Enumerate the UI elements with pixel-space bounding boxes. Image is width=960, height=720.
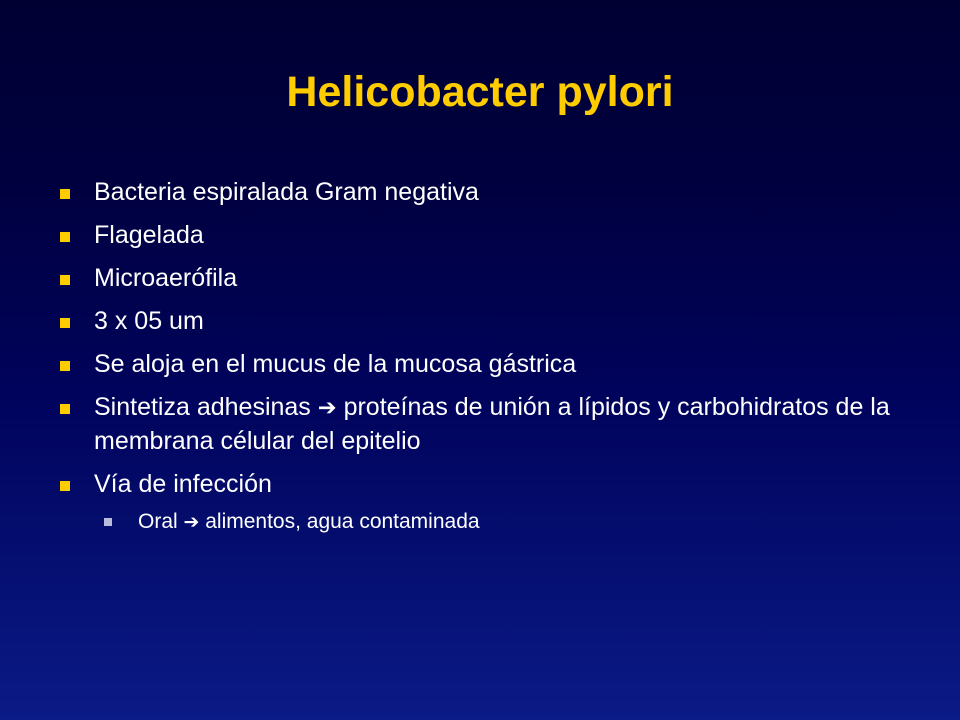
sub-bullet-text: alimentos, agua contaminada bbox=[205, 510, 480, 533]
bullet-text: proteínas de unión a lípidos y carbohidratos de la membrana célular del epitelio bbox=[94, 393, 890, 455]
bullet-text: Microaerófila bbox=[94, 264, 238, 292]
bullet-item bbox=[60, 176, 920, 209]
slide-title: Helicobacter pylori bbox=[286, 68, 674, 116]
right-arrow-icon: ➔ bbox=[317, 395, 337, 421]
bullet-text: Se aloja en el mucus de la mucosa gástrica bbox=[94, 350, 577, 378]
bullet-item bbox=[60, 305, 920, 338]
bullet-text: Flagelada bbox=[94, 221, 204, 249]
bullet-square-icon bbox=[60, 189, 70, 199]
sub-bullet-item bbox=[104, 507, 920, 537]
bullet-text: Vía de infección bbox=[94, 470, 272, 498]
bullet-square-icon bbox=[60, 232, 70, 242]
bullet-square-icon bbox=[60, 404, 70, 414]
bullet-text: Sintetiza adhesinas bbox=[94, 393, 311, 421]
bullet-item bbox=[60, 348, 920, 381]
bullet-item bbox=[60, 262, 920, 295]
bullet-text: Bacteria espiralada Gram negativa bbox=[94, 178, 479, 206]
bullet-text: 3 x 05 um bbox=[94, 307, 204, 335]
bullet-square-icon bbox=[60, 318, 70, 328]
bullet-list bbox=[60, 176, 920, 537]
bullet-item bbox=[60, 219, 920, 252]
bullet-square-icon bbox=[60, 361, 70, 371]
right-arrow-icon: ➔ bbox=[183, 511, 200, 533]
bullet-item-adhesinas bbox=[60, 391, 920, 458]
bullet-square-icon bbox=[60, 275, 70, 285]
bullet-square-icon bbox=[60, 481, 70, 491]
sub-bullet-square-icon bbox=[104, 518, 112, 526]
sub-bullet-text: Oral bbox=[138, 510, 178, 533]
bullet-item-infeccion bbox=[60, 468, 920, 501]
